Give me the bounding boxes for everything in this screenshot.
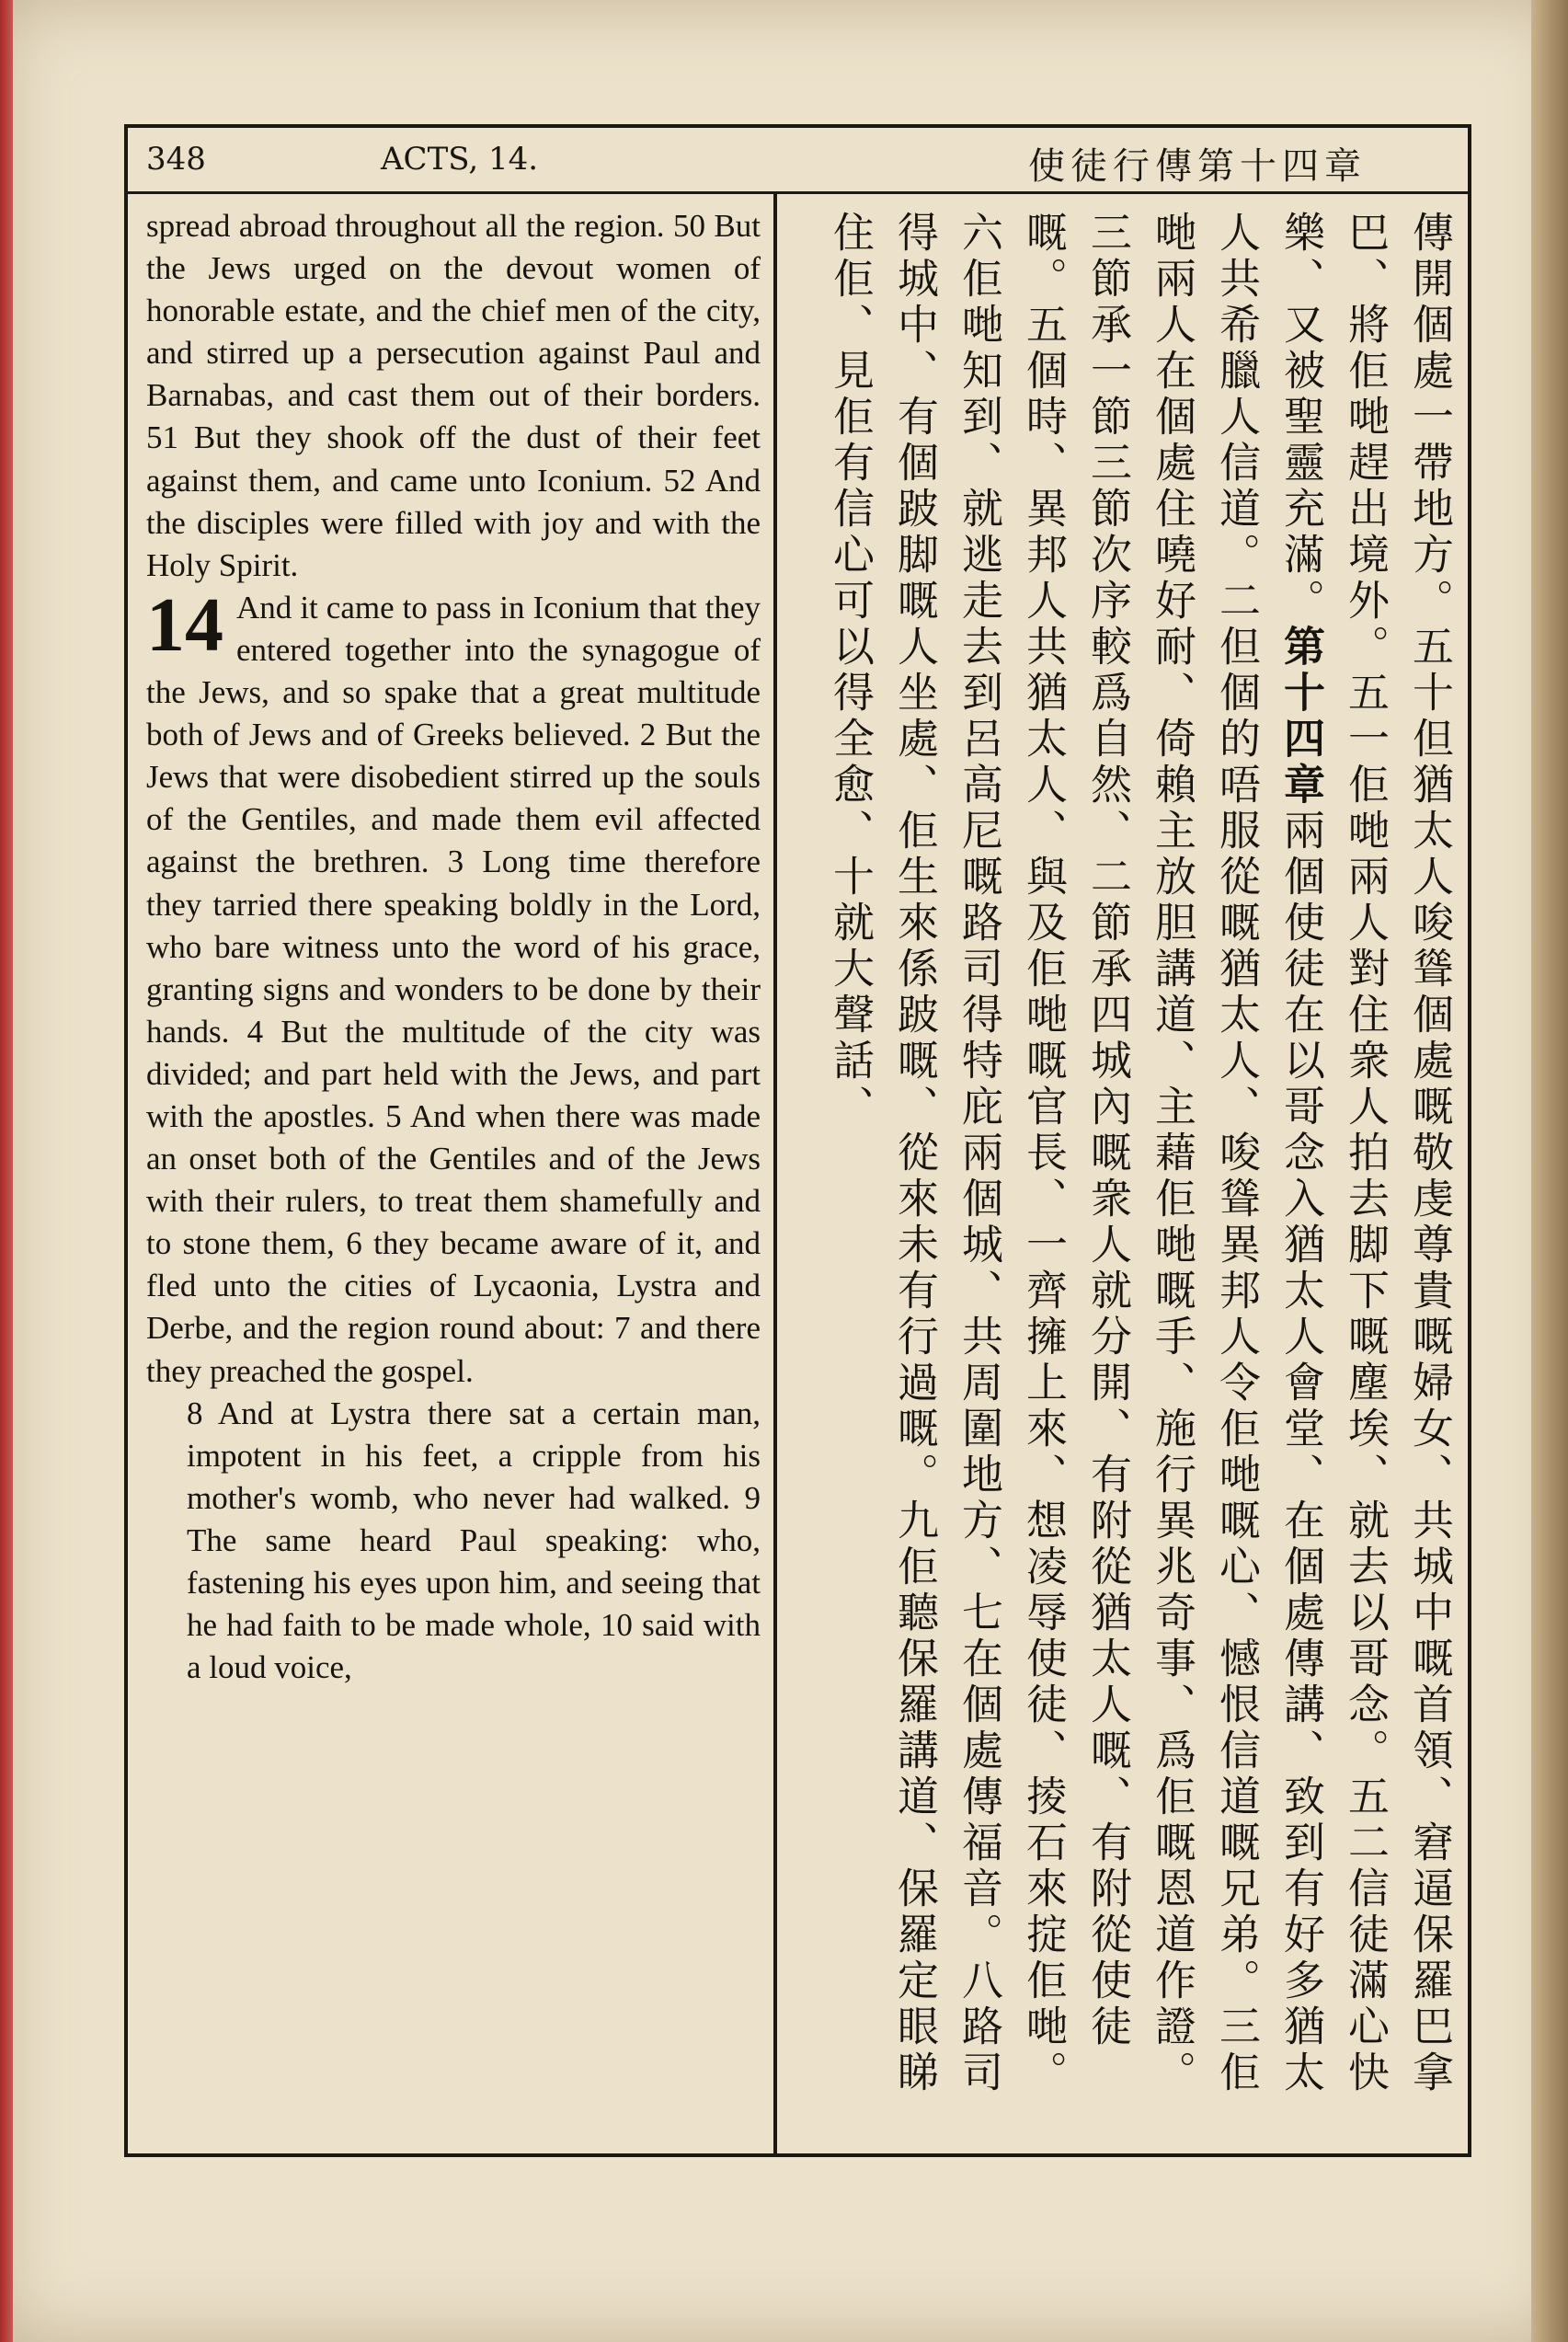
red-page-edge [0, 0, 13, 2342]
column-divider [773, 194, 777, 2157]
text-frame [124, 124, 1471, 2157]
chinese-part-2: 兩個使徒在以哥念入猶太人會堂、在個處傳講、致到有好多猶太人共希臘人信道。二但個的唔服從嘅猶太人、唆聳異邦人令佢哋嘅心、憾恨信道嘅兄弟。三佢哋兩人在個處住嘵好耐、倚賴主放胆講道、主藉佢哋嘅手、施行異兆奇事、爲佢嘅恩道作證。三節承一節三節次序較爲自然、二節承四城內嘅衆人就分開、有附從猶太人嘅、有附從使徒嘅。五個時、異邦人共猶太人、與及佢哋嘅官長、一齊擁上來、想凌辱使徒、掕石來掟佢哋。六佢哋知到、就逃走去到呂高尼嘅路司得特庇兩個城、共周圍地方、七在個處傳福音。八路司得城中、有個跛脚嘅人坐處、佢生來係跛嘅、從來未有行過嘅。九佢聽保羅講道、保羅定眼睇住佢、見佢有信心可以得全愈、十就大聲話、 [826, 211, 1325, 2096]
chinese-column-area [790, 211, 1461, 2138]
chinese-vertical-text [790, 211, 1461, 2138]
chinese-chapter-heading: 第十四章 [1276, 625, 1325, 809]
english-chapter-paragraph [146, 581, 761, 1393]
english-paragraph-2: And it came to pass in Iconium that they entered together into the synagogue of the Jews, and so spake that a great multitude both of Jews and of Greeks believed. 2 But the Jews that were disobedient stirred up the souls of the Gentiles, and made them evil affected against the brethren. 3 Long time therefore they tarried there speaking boldly in the Lord, who bare witness unto the word of his grace, granting signs and wonders to be done by their hands. 4 But the multitude of the city was divided; and part held with the Jews, and part with the apostles. 5 And when there was made an onset both of the Gentiles and of the Jews with their rulers, to treat them shamefully and to stone them, 6 they became aware of it, and fled unto the cities of Lycaonia, Lystra and Derbe, and the region round about: 7 and there they preached the gospel. [146, 589, 761, 1389]
page-shadow-edge [1531, 0, 1568, 2342]
chapter-number: 14 [146, 581, 223, 668]
english-paragraph-1: spread abroad throughout all the region. 50 But the Jews urged on the devout women of honorable estate, and the chief men of the city, and stirred up a persecution against Paul and Barnabas, and cast them out of their borders. 51 But they shook off the dust of their feet against them, and came unto Iconium. 52 And the disciples were filled with joy and with the Holy Spirit. [146, 208, 761, 583]
chinese-part-1: 傳開個處一帶地方。五十但猶太人唆聳個處嘅敬虔尊貴嘅婦女、共城中嘅首領、窘逼保羅巴拿巴、將佢哋趕出境外。五一佢哋兩人對住衆人拍去脚下嘅塵埃、就去以哥念。五二信徒滿心快樂、又被聖靈充滿。 [1276, 211, 1454, 2096]
page-number: 348 [146, 141, 206, 178]
chinese-running-head: 使徒行傳第十四章 [1028, 145, 1367, 188]
running-head: ACTS, 14. [381, 141, 539, 178]
english-paragraph-3: 8 And at Lystra there sat a certain man, impotent in his feet, a cripple from his mother's womb, who never had walked. 9 The same heard Paul speaking: who, fastening his eyes upon him, and seeing that he had faith to be made whole, 10 said with a loud voice, [187, 1395, 761, 1686]
english-column [146, 205, 761, 1689]
page-header [128, 128, 1468, 194]
